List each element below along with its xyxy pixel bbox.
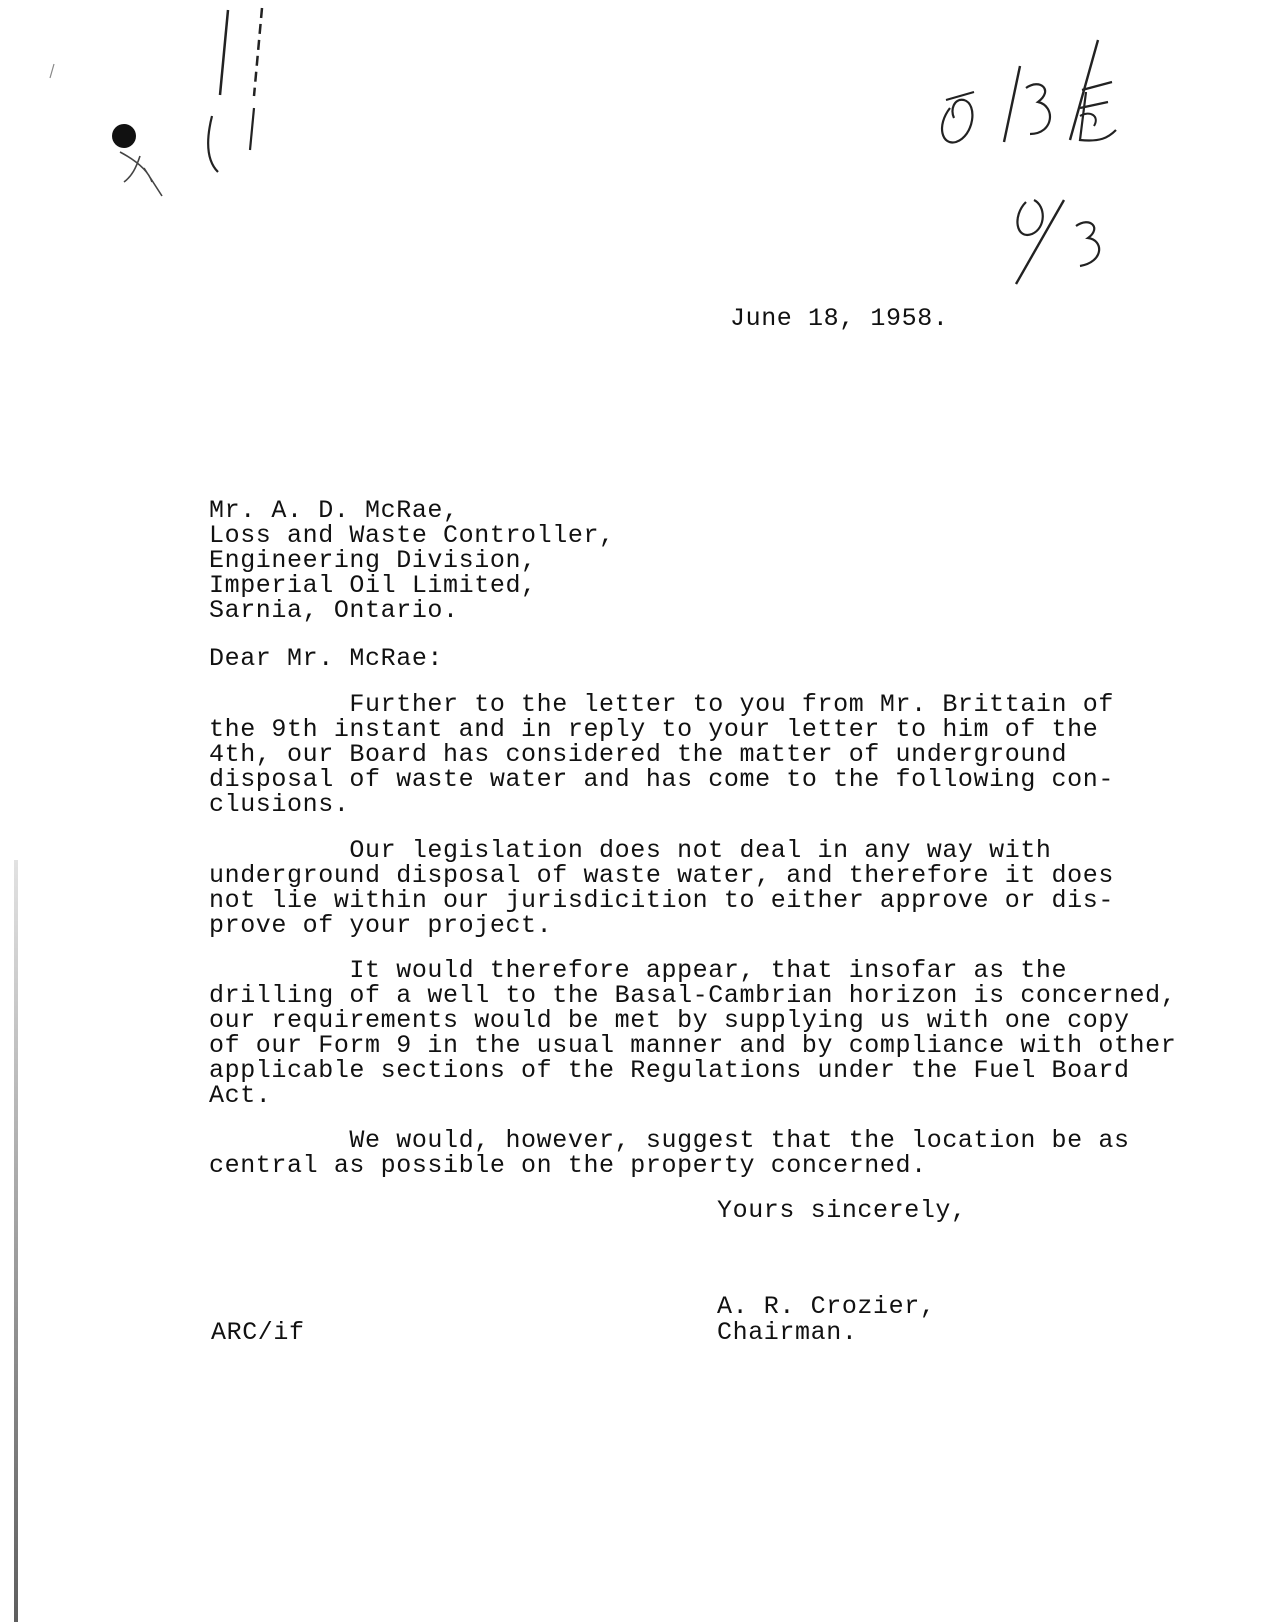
body-paragraph-4 (209, 1128, 1130, 1178)
body-paragraph-1 (209, 692, 1114, 817)
paragraph-line: the 9th instant and in reply to your letter to him of the (209, 715, 1099, 744)
handwritten-marks-top-left (40, 0, 280, 210)
paragraph-line: not lie within our jurisdicition to either approve or dis- (209, 886, 1114, 915)
paragraph-line: clusions. (209, 790, 350, 819)
addressee-title: Loss and Waste Controller, (209, 521, 615, 550)
addressee-company: Imperial Oil Limited, (209, 571, 537, 600)
addressee-city: Sarnia, Ontario. (209, 596, 459, 625)
paragraph-line: We would, however, suggest that the location be as (209, 1126, 1130, 1155)
paragraph-line: applicable sections of the Regulations under the Fuel Board (209, 1056, 1130, 1085)
closing: Yours sincerely, (717, 1196, 967, 1225)
paragraph-line: disposal of waste water and has come to the following con- (209, 765, 1114, 794)
paragraph-line: central as possible on the property concerned. (209, 1151, 927, 1180)
paragraph-line: Act. (209, 1081, 272, 1110)
handwritten-file-number (930, 30, 1150, 300)
paragraph-line: prove of your project. (209, 911, 553, 940)
scan-edge-line (14, 860, 18, 1622)
paragraph-line: Our legislation does not deal in any way with (209, 836, 1052, 865)
letter-date: June 18, 1958. (730, 304, 949, 333)
paragraph-line: of our Form 9 in the usual manner and by compliance with other (209, 1031, 1177, 1060)
paragraph-line: our requirements would be met by supplying us with one copy (209, 1006, 1130, 1035)
signatory-name: A. R. Crozier, (717, 1292, 936, 1321)
body-paragraph-2 (209, 838, 1114, 938)
paragraph-line: underground disposal of waste water, and therefore it does (209, 861, 1114, 890)
addressee-division: Engineering Division, (209, 546, 537, 575)
paragraph-line: drilling of a well to the Basal-Cambrian horizon is concerned, (209, 981, 1177, 1010)
paragraph-line: Further to the letter to you from Mr. Brittain of (209, 690, 1114, 719)
salutation: Dear Mr. McRae: (209, 644, 444, 673)
punch-dot (112, 124, 136, 148)
body-paragraph-3 (209, 958, 1176, 1108)
paragraph-line: It would therefore appear, that insofar as the (209, 956, 1068, 985)
reference-initials: ARC/if (211, 1318, 305, 1347)
signatory-title: Chairman. (717, 1318, 858, 1347)
addressee-name: Mr. A. D. McRae, (209, 496, 459, 525)
paragraph-line: 4th, our Board has considered the matter of underground (209, 740, 1068, 769)
